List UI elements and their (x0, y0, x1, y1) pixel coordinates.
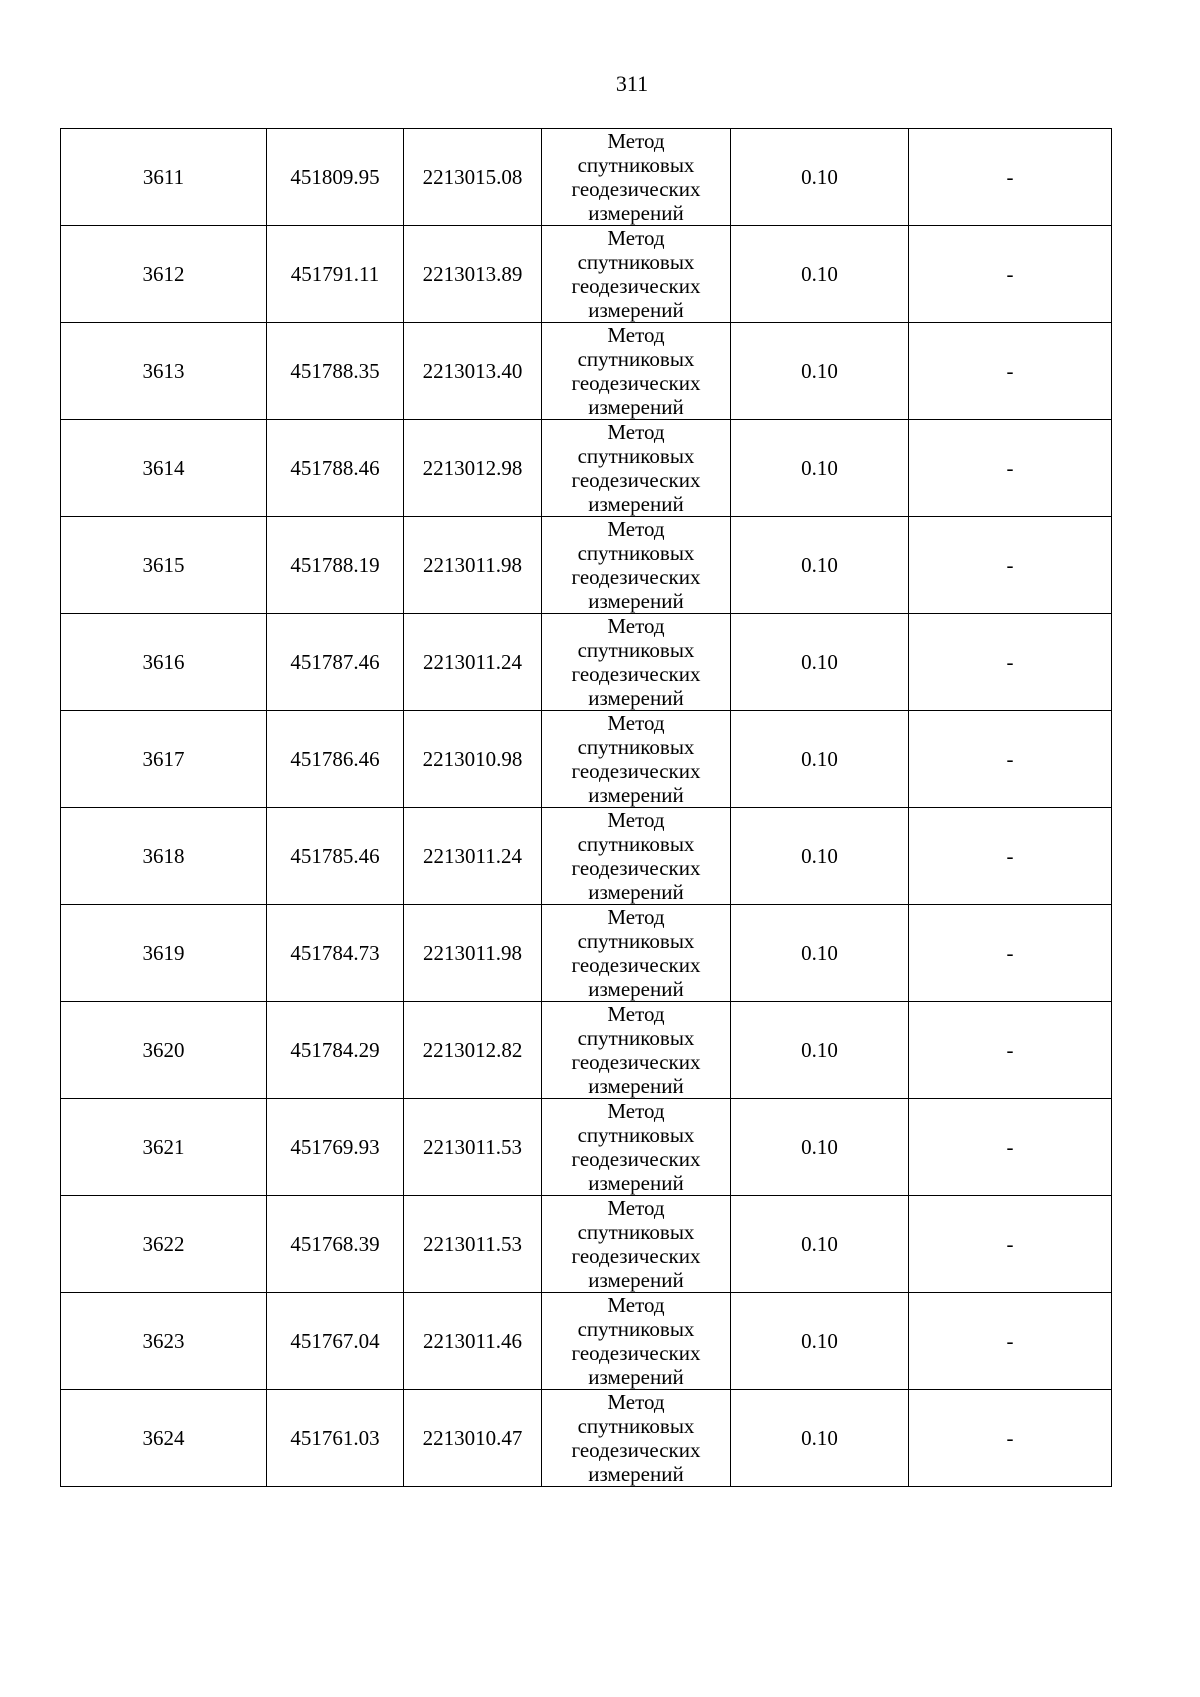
y-coordinate-cell: 2213011.98 (404, 517, 542, 614)
method-text-line: спутниковых (577, 832, 695, 856)
y-coordinate-cell: 2213011.53 (404, 1196, 542, 1293)
method-text-line: геодезических (571, 662, 701, 686)
x-coordinate-cell: 451788.19 (267, 517, 404, 614)
method-cell (542, 711, 731, 808)
table-row (61, 129, 1112, 226)
method-text-line: Метод (607, 614, 665, 638)
x-coordinate-cell: 451788.35 (267, 323, 404, 420)
method-cell (542, 323, 731, 420)
method-text-line: измерений (588, 395, 684, 419)
y-coordinate-cell: 2213012.98 (404, 420, 542, 517)
method-text-line: измерений (588, 201, 684, 225)
x-coordinate-cell: 451784.73 (267, 905, 404, 1002)
accuracy-cell: 0.10 (731, 517, 909, 614)
note-cell: - (909, 323, 1112, 420)
method-text-line: измерений (588, 1365, 684, 1389)
accuracy-cell: 0.10 (731, 420, 909, 517)
point-number-cell: 3619 (61, 905, 267, 1002)
method-cell (542, 808, 731, 905)
method-cell (542, 226, 731, 323)
method-text-line: измерений (588, 1074, 684, 1098)
accuracy-cell: 0.10 (731, 226, 909, 323)
accuracy-cell: 0.10 (731, 905, 909, 1002)
table-row (61, 1196, 1112, 1293)
y-coordinate-cell: 2213011.98 (404, 905, 542, 1002)
method-cell (542, 517, 731, 614)
method-text-line: измерений (588, 686, 684, 710)
table-row (61, 1002, 1112, 1099)
accuracy-cell: 0.10 (731, 1293, 909, 1390)
x-coordinate-cell: 451768.39 (267, 1196, 404, 1293)
method-text-line: спутниковых (577, 1414, 695, 1438)
point-number-cell: 3624 (61, 1390, 267, 1487)
method-text-line: Метод (607, 711, 665, 735)
method-cell (542, 1293, 731, 1390)
y-coordinate-cell: 2213013.40 (404, 323, 542, 420)
table-row (61, 323, 1112, 420)
accuracy-cell: 0.10 (731, 1002, 909, 1099)
method-text-line: геодезических (571, 953, 701, 977)
coordinates-table (60, 128, 1112, 1487)
method-text-line: геодезических (571, 1147, 701, 1171)
accuracy-cell: 0.10 (731, 1099, 909, 1196)
note-cell: - (909, 517, 1112, 614)
page-number: 311 (615, 71, 649, 96)
point-number-cell: 3611 (61, 129, 267, 226)
note-cell: - (909, 711, 1112, 808)
method-text-line: геодезических (571, 1050, 701, 1074)
method-text-line: спутниковых (577, 1123, 695, 1147)
accuracy-cell: 0.10 (731, 1390, 909, 1487)
note-cell: - (909, 808, 1112, 905)
x-coordinate-cell: 451767.04 (267, 1293, 404, 1390)
method-text-line: измерений (588, 880, 684, 904)
accuracy-cell: 0.10 (731, 808, 909, 905)
method-text-line: Метод (607, 808, 665, 832)
method-cell (542, 614, 731, 711)
method-text-line: геодезических (571, 1438, 701, 1462)
note-cell: - (909, 1002, 1112, 1099)
note-cell: - (909, 614, 1112, 711)
x-coordinate-cell: 451785.46 (267, 808, 404, 905)
y-coordinate-cell: 2213010.98 (404, 711, 542, 808)
method-text-line: измерений (588, 492, 684, 516)
point-number-cell: 3613 (61, 323, 267, 420)
table-row (61, 1390, 1112, 1487)
x-coordinate-cell: 451809.95 (267, 129, 404, 226)
method-cell (542, 905, 731, 1002)
method-text-line: спутниковых (577, 541, 695, 565)
method-text-line: спутниковых (577, 735, 695, 759)
method-text-line: измерений (588, 783, 684, 807)
method-text-line: спутниковых (577, 1317, 695, 1341)
accuracy-cell: 0.10 (731, 323, 909, 420)
method-text-line: измерений (588, 589, 684, 613)
method-text-line: геодезических (571, 371, 701, 395)
method-text-line: измерений (588, 1462, 684, 1486)
method-text-line: Метод (607, 517, 665, 541)
accuracy-cell: 0.10 (731, 614, 909, 711)
accuracy-cell: 0.10 (731, 1196, 909, 1293)
method-text-line: спутниковых (577, 1220, 695, 1244)
method-text-line: спутниковых (577, 638, 695, 662)
method-cell (542, 129, 731, 226)
method-text-line: геодезических (571, 468, 701, 492)
method-text-line: спутниковых (577, 444, 695, 468)
note-cell: - (909, 420, 1112, 517)
table-row (61, 420, 1112, 517)
x-coordinate-cell: 451784.29 (267, 1002, 404, 1099)
note-cell: - (909, 1293, 1112, 1390)
table-row (61, 226, 1112, 323)
method-text-line: геодезических (571, 759, 701, 783)
method-cell (542, 420, 731, 517)
note-cell: - (909, 1390, 1112, 1487)
method-text-line: Метод (607, 420, 665, 444)
method-text-line: Метод (607, 226, 665, 250)
method-text-line: геодезических (571, 856, 701, 880)
method-text-line: спутниковых (577, 250, 695, 274)
method-text-line: измерений (588, 298, 684, 322)
y-coordinate-cell: 2213011.24 (404, 808, 542, 905)
table-row (61, 711, 1112, 808)
note-cell: - (909, 905, 1112, 1002)
point-number-cell: 3622 (61, 1196, 267, 1293)
y-coordinate-cell: 2213011.24 (404, 614, 542, 711)
note-cell: - (909, 226, 1112, 323)
method-text-line: спутниковых (577, 929, 695, 953)
method-text-line: Метод (607, 1390, 665, 1414)
method-text-line: Метод (607, 323, 665, 347)
table-row (61, 517, 1112, 614)
point-number-cell: 3616 (61, 614, 267, 711)
method-text-line: спутниковых (577, 153, 695, 177)
y-coordinate-cell: 2213011.53 (404, 1099, 542, 1196)
method-text-line: измерений (588, 977, 684, 1001)
table-row (61, 614, 1112, 711)
point-number-cell: 3612 (61, 226, 267, 323)
x-coordinate-cell: 451791.11 (267, 226, 404, 323)
y-coordinate-cell: 2213013.89 (404, 226, 542, 323)
note-cell: - (909, 1196, 1112, 1293)
coordinates-table-body (61, 129, 1112, 1487)
method-cell (542, 1002, 731, 1099)
point-number-cell: 3620 (61, 1002, 267, 1099)
method-text-line: Метод (607, 1099, 665, 1123)
y-coordinate-cell: 2213010.47 (404, 1390, 542, 1487)
method-text-line: измерений (588, 1171, 684, 1195)
point-number-cell: 3614 (61, 420, 267, 517)
accuracy-cell: 0.10 (731, 711, 909, 808)
method-text-line: измерений (588, 1268, 684, 1292)
method-text-line: Метод (607, 905, 665, 929)
method-text-line: геодезических (571, 1244, 701, 1268)
point-number-cell: 3621 (61, 1099, 267, 1196)
table-row (61, 808, 1112, 905)
table-row (61, 1293, 1112, 1390)
table-row (61, 1099, 1112, 1196)
point-number-cell: 3615 (61, 517, 267, 614)
x-coordinate-cell: 451786.46 (267, 711, 404, 808)
y-coordinate-cell: 2213015.08 (404, 129, 542, 226)
method-text-line: Метод (607, 1293, 665, 1317)
method-cell (542, 1390, 731, 1487)
method-text-line: геодезических (571, 565, 701, 589)
y-coordinate-cell: 2213012.82 (404, 1002, 542, 1099)
point-number-cell: 3618 (61, 808, 267, 905)
method-text-line: спутниковых (577, 347, 695, 371)
x-coordinate-cell: 451761.03 (267, 1390, 404, 1487)
method-cell (542, 1099, 731, 1196)
method-text-line: спутниковых (577, 1026, 695, 1050)
x-coordinate-cell: 451769.93 (267, 1099, 404, 1196)
method-text-line: геодезических (571, 1341, 701, 1365)
table-row (61, 905, 1112, 1002)
method-text-line: геодезических (571, 274, 701, 298)
x-coordinate-cell: 451788.46 (267, 420, 404, 517)
note-cell: - (909, 1099, 1112, 1196)
point-number-cell: 3623 (61, 1293, 267, 1390)
method-text-line: Метод (607, 1196, 665, 1220)
y-coordinate-cell: 2213011.46 (404, 1293, 542, 1390)
note-cell: - (909, 129, 1112, 226)
method-cell (542, 1196, 731, 1293)
accuracy-cell: 0.10 (731, 129, 909, 226)
x-coordinate-cell: 451787.46 (267, 614, 404, 711)
method-text-line: геодезических (571, 177, 701, 201)
point-number-cell: 3617 (61, 711, 267, 808)
method-text-line: Метод (607, 129, 665, 153)
method-text-line: Метод (607, 1002, 665, 1026)
